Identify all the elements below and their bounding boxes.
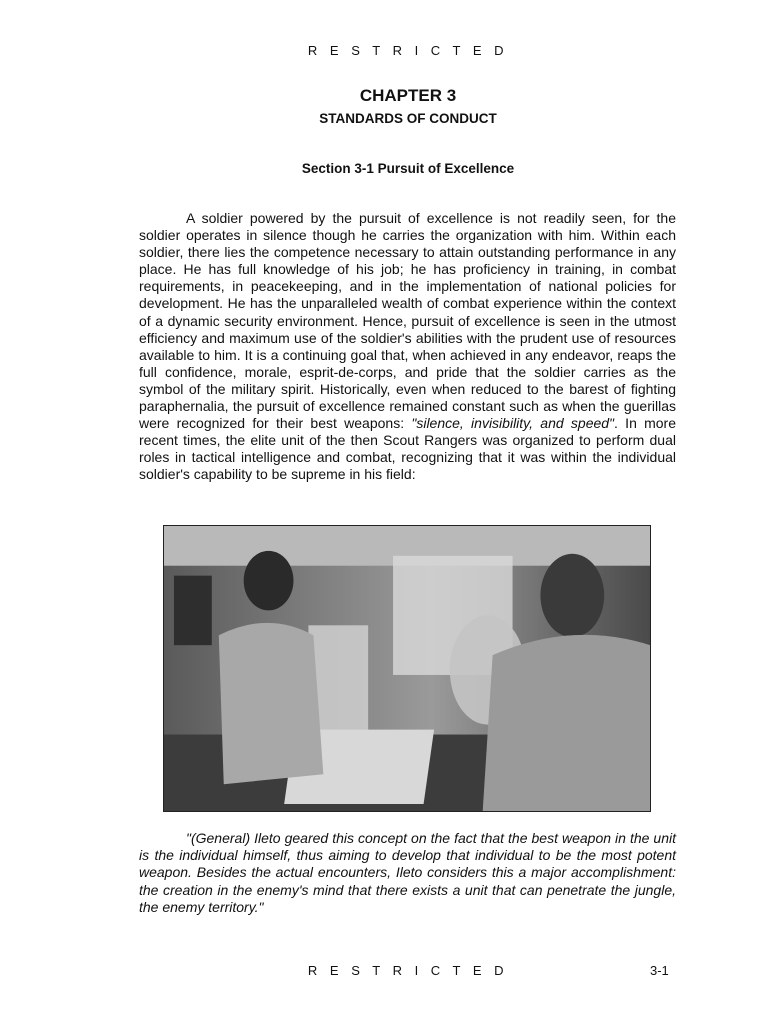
quote-paragraph [139, 830, 676, 916]
soldiers-photo-illustration [164, 526, 650, 811]
photo-soldier-left-head [244, 551, 294, 611]
soldiers-photo [163, 525, 651, 812]
body-paragraph [139, 210, 676, 484]
photo-notice-board [174, 576, 212, 646]
chapter-title: CHAPTER 3 [359, 86, 457, 105]
photo-soldier-right-body [483, 635, 650, 811]
paragraph-emphasis: "silence, invisibility, and speed" [411, 415, 615, 432]
photo-soldier-left-body [219, 623, 324, 784]
paragraph-text: A soldier powered by the pursuit of excellence is not readily seen, for the soldier operates in silence though he carries the organization with him. Within each soldier, there lies the competence necessary to attain outstanding performance in any place. He has full knowledge of his job; he has proficiency in training, in combat requirements, in peacekeeping, and in the implementation of national policies for development. He has the unparalleled wealth of combat experience within the context of a dynamic security environment. Hence, pursuit of excellence is seen in the utmost efficiency and maximum use of the soldier's abilities with the prudent use of resources available to him. It is a continuing goal that, when achieved in any endeavor, reaps the full confidence, morale, esprit-de-corps, and pride that the soldier carries as the symbol of the military spirit. Historically, even when reduced to the barest of fighting paraphernalia, the pursuit of excellence remained constant such as when the guerillas were recognized for their best weapons: [139, 210, 676, 432]
photo-soldier-right-head [540, 554, 604, 637]
chapter-subtitle: STANDARDS OF CONDUCT [319, 111, 497, 126]
section-title: Section 3-1 Pursuit of Excellence [301, 161, 515, 176]
page-number: 3-1 [650, 963, 669, 978]
paragraph-end: . In more recent times, the elite unit of the then Scout Rangers was organized to perform dual roles in tactical intelligence and combat, recognizing that it was within the individual soldier's capability to be supreme in his field: [139, 415, 677, 483]
quote-text: "(General) Ileto geared this concept on the fact that the best weapon in the unit is the individual himself, thus aiming to develop that individual to be the most potent weapon. Besides the actual encounters, Ileto considers this a major accomplishment: the creation in the enemy's mind that there exists a unit that can penetrate the jungle, the enemy territory." [139, 830, 676, 915]
header-classification: R E S T R I C T E D [307, 43, 509, 58]
footer-classification: R E S T R I C T E D [307, 963, 509, 978]
